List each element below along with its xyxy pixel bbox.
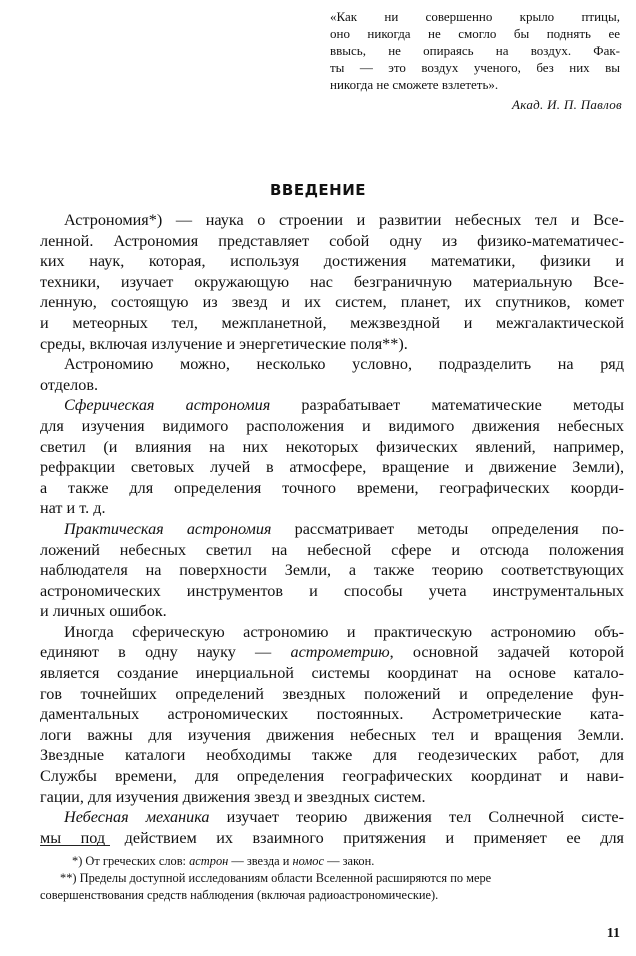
- text-line: [40, 642, 624, 663]
- epigraph: [330, 8, 620, 93]
- text-line: [40, 581, 624, 602]
- text-run: среды, включая излучение и энергетические поля**).: [40, 334, 408, 353]
- text-line: [40, 251, 624, 272]
- epigraph-line: ввысь, не опираясь на воздух. Фак-: [330, 43, 620, 58]
- text-run: Иногда сферическую астрономию и практическую астрономию объ-: [64, 622, 624, 641]
- text-line: [40, 478, 624, 499]
- text-line: [40, 766, 624, 787]
- text-run: отделов.: [40, 375, 99, 394]
- section-heading: ВВЕДЕНИЕ: [269, 181, 367, 199]
- footnote-1: *) От греческих слов: астрон — звезда и номос — закон.: [72, 854, 375, 868]
- text-line: [40, 787, 624, 808]
- text-line: [40, 663, 624, 684]
- page-number: 11: [606, 926, 620, 941]
- text-run: светил (и влияния на них некоторых физических явлений, например,: [40, 437, 624, 456]
- text-run: даментальных астрономических постоянных. Астрометрические ката-: [40, 705, 624, 724]
- text-run: , основной задачей которой: [389, 643, 624, 662]
- text-run: нат и т. д.: [40, 499, 106, 518]
- text-line: [40, 684, 624, 705]
- text-run: гов точнейших определений звездных положений и определение фун-: [40, 684, 624, 703]
- text-run: изучает теорию движения тел Солнечной систе-: [209, 808, 624, 827]
- text-run: Астрономия*) — наука о строении и развитии небесных тел и Все-: [64, 211, 624, 229]
- epigraph-line: ты — это воздух ученого, без них вы: [330, 60, 620, 75]
- text-run: Звездные каталоги необходимы также для геодезических работ, для: [40, 746, 624, 765]
- text-line: [40, 375, 624, 396]
- text-line: [40, 313, 624, 334]
- text-line: [40, 622, 624, 643]
- text-run: единяют в одну науку —: [40, 643, 291, 662]
- text-line: [40, 292, 624, 313]
- epigraph-attribution: Акад. И. П. Павлов: [512, 97, 622, 112]
- text-run: для изучения видимого расположения и видимого движения небесных: [40, 416, 624, 435]
- text-run: ложений небесных светил на небесной сфере и отсюда положения: [40, 540, 624, 559]
- text-run: Астрономию можно, несколько условно, подразделить на ряд: [64, 355, 624, 374]
- text-run: мы под действием их взаимного притяжения и применяет ее для: [40, 828, 624, 847]
- text-run: рефракции световых лучей в атмосфере, вращение и движение Земли),: [40, 458, 624, 477]
- text-run: разрабатывает математические методы: [270, 396, 624, 415]
- text-line: [40, 560, 624, 581]
- text-run: логи важны для изучения движения небесных тел и вращения Земли.: [40, 725, 624, 744]
- text-run: Службы времени, для определения географических координат и нави-: [40, 767, 624, 786]
- text-line: [40, 334, 624, 355]
- text-line: [40, 272, 624, 293]
- text-line: [40, 457, 624, 478]
- text-run: и метеорных тел, межпланетной, межзвездной и межгалактической: [40, 313, 624, 332]
- text-run: астрономических инструментов и способы учета инструментальных: [40, 581, 624, 600]
- text-run: ленной. Астрономия представляет собой одну из физико-математичес-: [40, 231, 624, 250]
- text-line: [40, 725, 624, 746]
- text-line: [40, 540, 624, 561]
- footnote-divider: [40, 845, 110, 846]
- text-run: наблюдателя на поверхности Земли, а также теорию соответствующих: [40, 561, 624, 580]
- footnotes: [40, 853, 624, 904]
- text-line: [40, 745, 624, 766]
- emphasized-term: Сферическая астрономия: [64, 396, 271, 415]
- text-run: ких наук, которая, используя достижения математики, физики и: [40, 252, 624, 271]
- text-run: техники, изучает окружающую нас безграничную материальную Все-: [40, 272, 624, 291]
- text-run: гации, для изучения движения звезд и звездных систем.: [40, 787, 426, 806]
- text-line: [40, 231, 624, 252]
- epigraph-line: никогда не сможете взлететь».: [330, 77, 499, 92]
- text-line: [40, 519, 624, 540]
- epigraph-line: оно никогда не смогло бы поднять ее: [330, 26, 620, 41]
- text-run: а также для определения точного времени, географических коорди-: [40, 478, 624, 497]
- text-line: [40, 601, 624, 622]
- text-line: [40, 828, 624, 849]
- text-line: [40, 354, 624, 375]
- text-line: [40, 704, 624, 725]
- footnote-2: **) Пределы доступной исследованиям области Вселенной расширяются по мере: [60, 871, 492, 885]
- text-run: является создание инерциальной системы координат на основе катало-: [40, 664, 624, 683]
- text-line: [40, 807, 624, 828]
- text-run: рассматривает методы определения по-: [271, 519, 624, 538]
- text-line: [40, 437, 624, 458]
- emphasized-term: Практическая астрономия: [64, 519, 272, 538]
- footnote-2-continuation: совершенствования средств наблюдения (включая радиоастрономические).: [40, 888, 439, 902]
- emphasized-term: Небесная механика: [64, 808, 210, 827]
- text-run: и личных ошибок.: [40, 602, 167, 621]
- body-text: [40, 210, 624, 848]
- text-line: [40, 416, 624, 437]
- text-line: [40, 395, 624, 416]
- emphasized-term: астрометрию: [290, 643, 390, 662]
- text-run: ленную, состоящую из звезд и их систем, планет, их спутников, комет: [40, 293, 624, 312]
- text-line: [40, 210, 624, 231]
- epigraph-line: «Как ни совершенно крыло птицы,: [330, 9, 620, 24]
- text-line: [40, 498, 624, 519]
